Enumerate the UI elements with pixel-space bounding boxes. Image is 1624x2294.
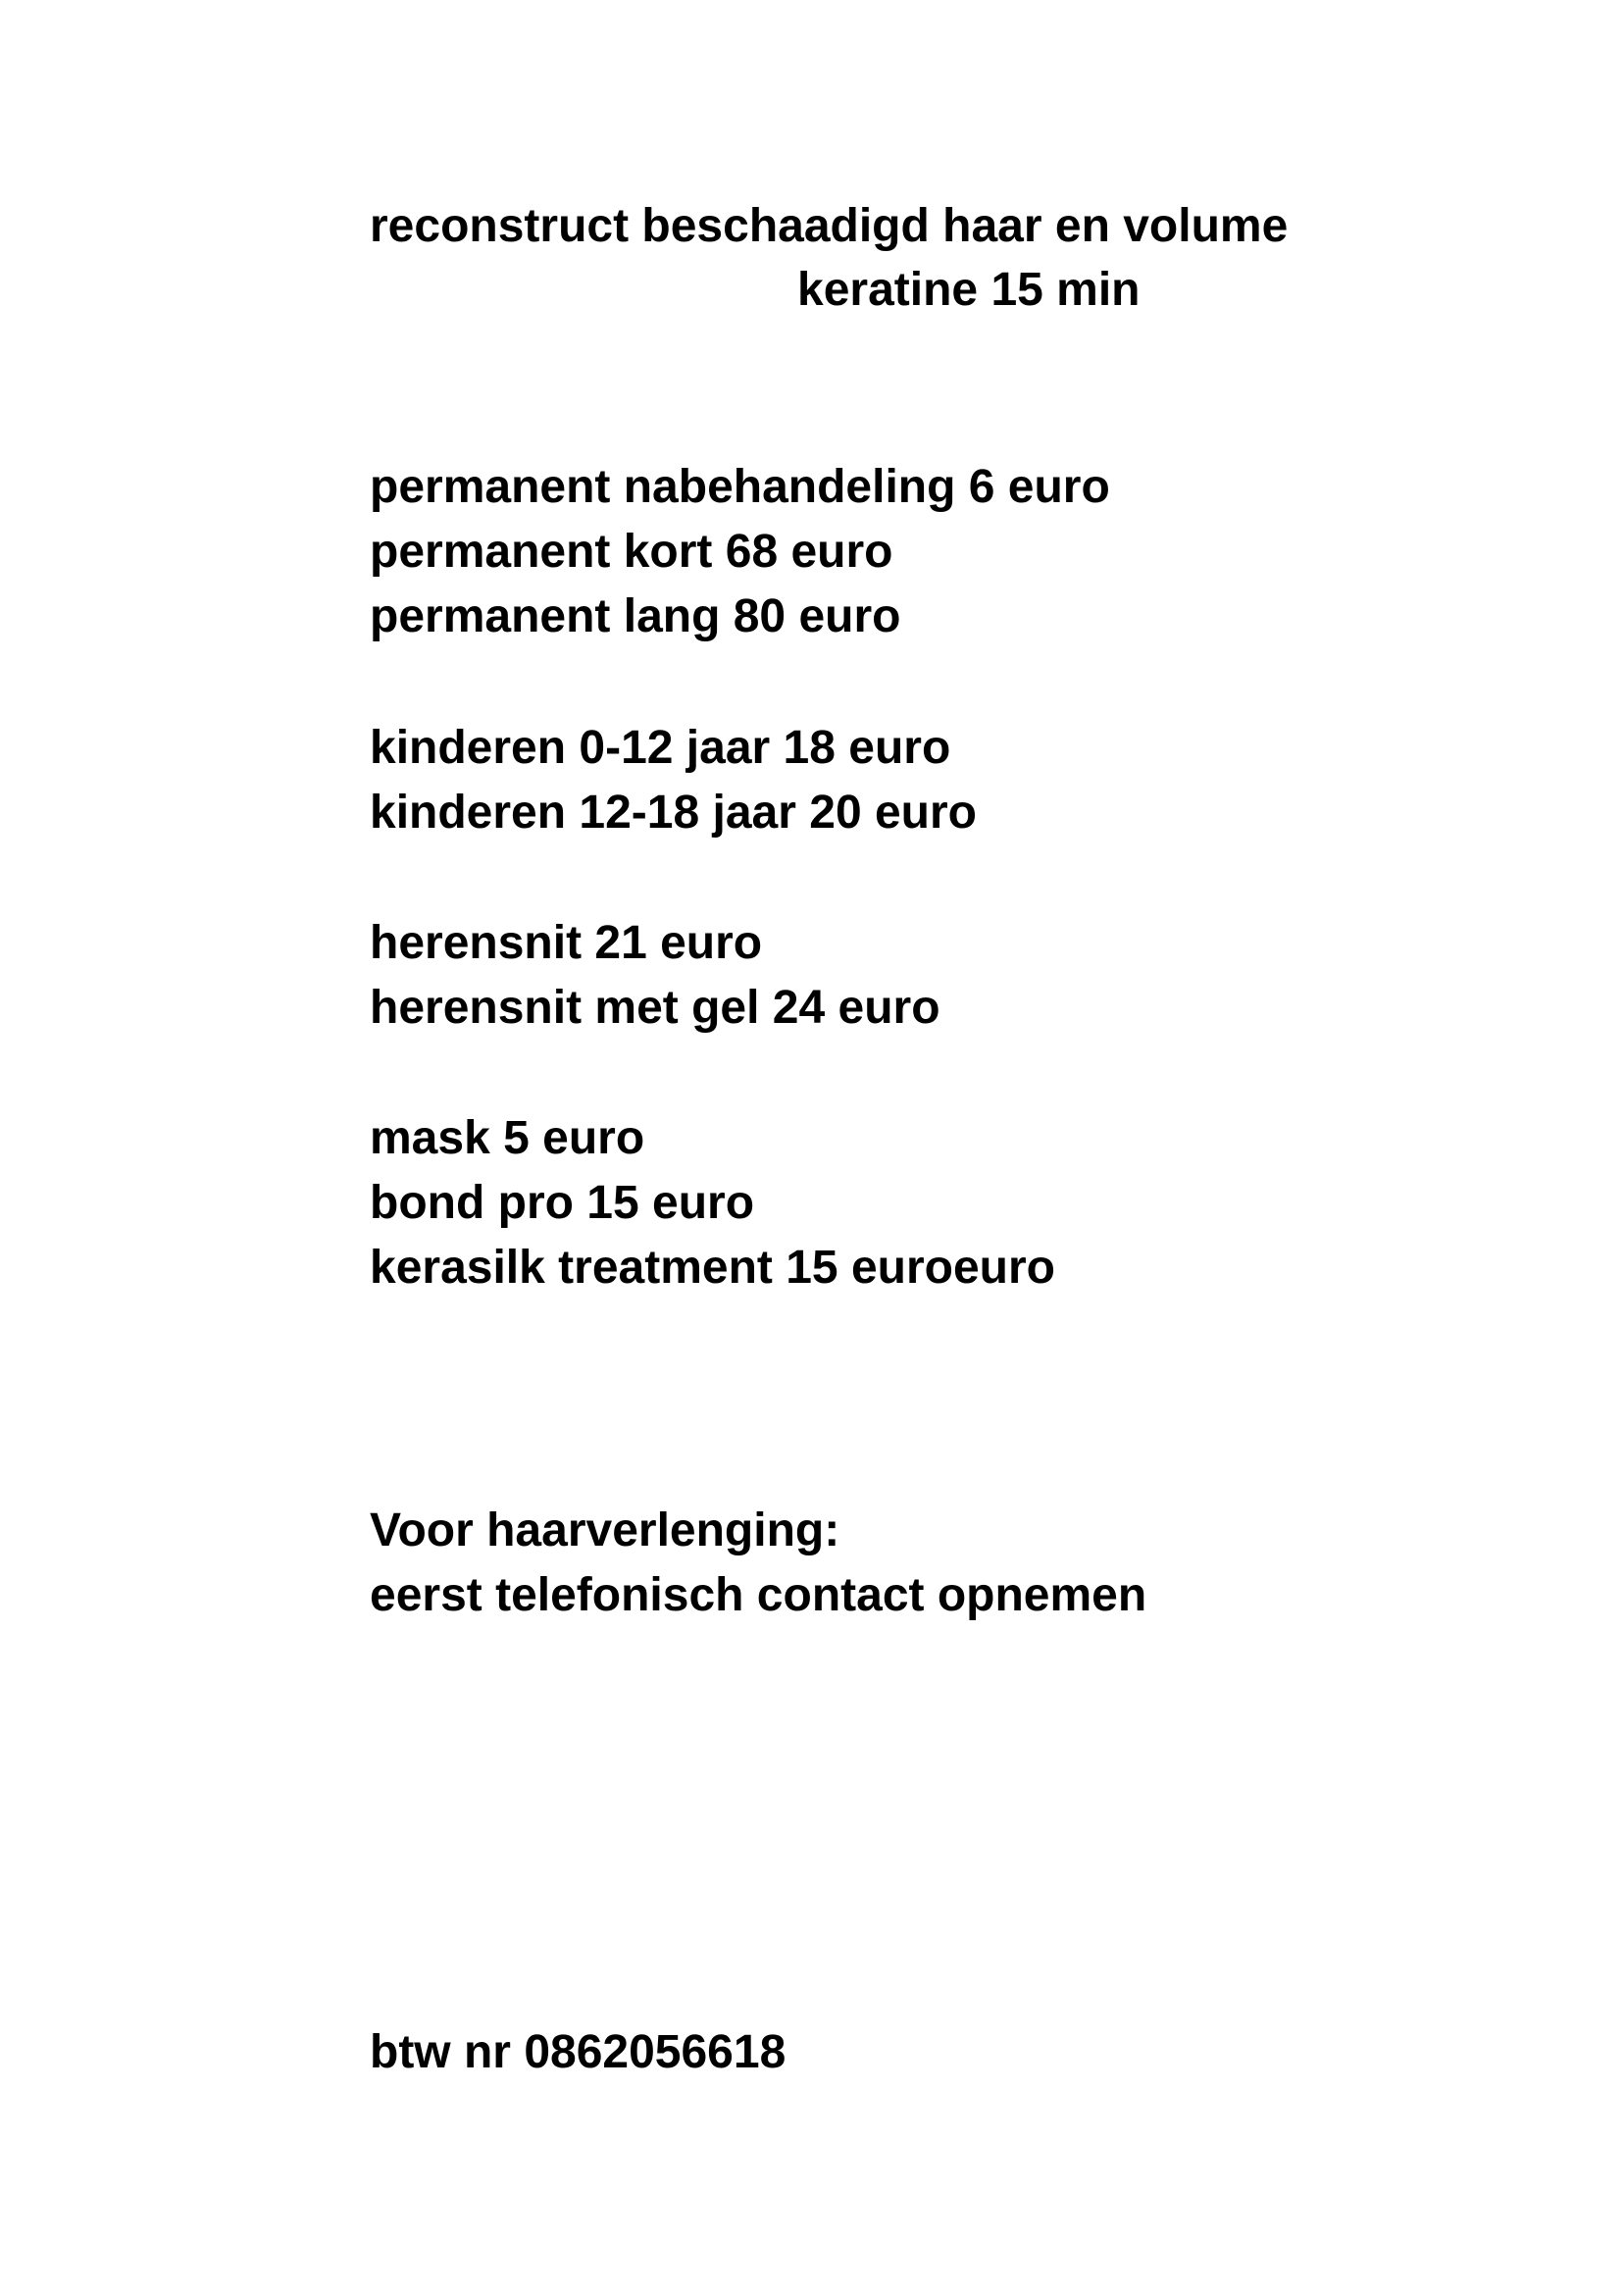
price-item-kerasilk-treatment: kerasilk treatment 15 euroeuro — [370, 1242, 1055, 1294]
price-item-herensnit: herensnit 21 euro — [370, 917, 763, 969]
header-line-1: reconstruct beschaadigd haar en volume — [370, 200, 1289, 252]
price-item-herensnit-met-gel: herensnit met gel 24 euro — [370, 982, 940, 1034]
btw-number: btw nr 0862056618 — [370, 2026, 787, 2078]
price-item-bond-pro: bond pro 15 euro — [370, 1177, 755, 1229]
haarverlenging-note: eerst telefonisch contact opnemen — [370, 1569, 1147, 1621]
price-item-kinderen-0-12: kinderen 0-12 jaar 18 euro — [370, 722, 951, 774]
header-line-2: keratine 15 min — [797, 264, 1141, 316]
haarverlenging-heading: Voor haarverlenging: — [370, 1504, 840, 1556]
price-item-permanent-kort: permanent kort 68 euro — [370, 526, 893, 578]
price-item-permanent-nabehandeling: permanent nabehandeling 6 euro — [370, 461, 1110, 513]
price-item-mask: mask 5 euro — [370, 1112, 645, 1164]
price-item-permanent-lang: permanent lang 80 euro — [370, 590, 901, 642]
price-item-kinderen-12-18: kinderen 12-18 jaar 20 euro — [370, 787, 977, 839]
